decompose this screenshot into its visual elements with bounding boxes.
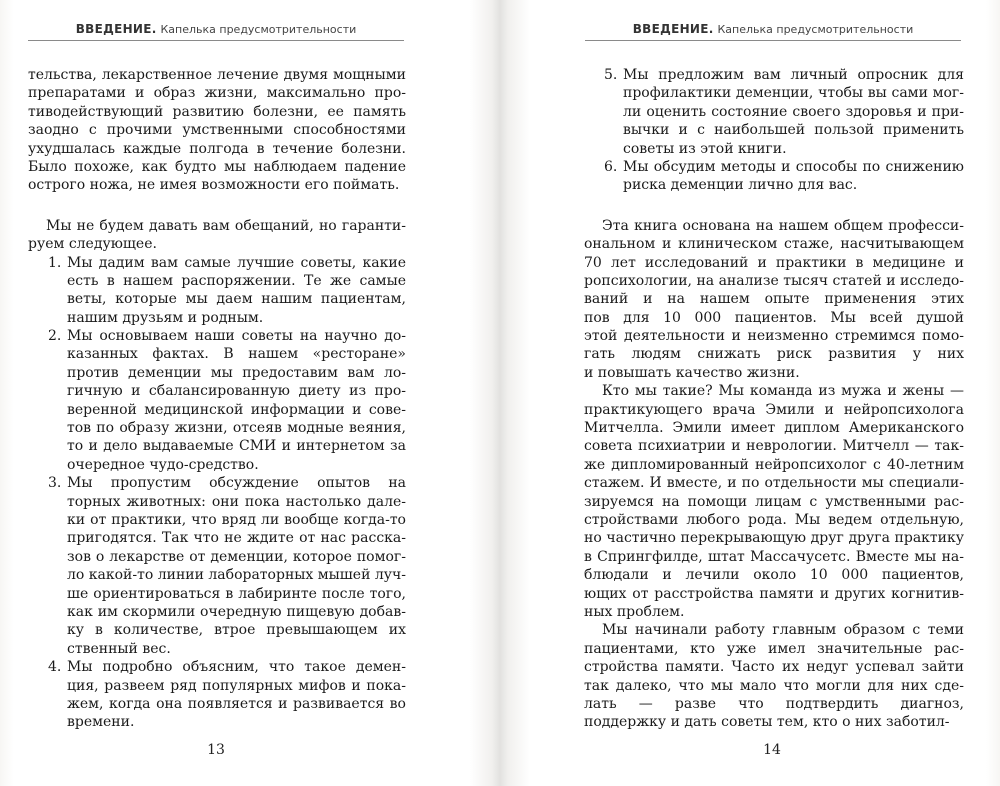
text-line: Мы предложим вам личный опросник для (623, 67, 964, 83)
list-item-number: 6. (604, 158, 618, 175)
text-line: тельства, лекарственное лечение двумя мощными (28, 67, 406, 83)
text-line: Мы подробно объясним, что такое демен- (67, 659, 406, 676)
text-line: ющих от расстройства памяти и других когнитив- (584, 585, 964, 602)
text-line: практикующего врача Эмили и нейропсихолога (584, 401, 964, 418)
text-line: Мы пропустим обсуждение опытов на (67, 475, 406, 492)
list-item-number: 5. (604, 67, 618, 83)
list-item (28, 658, 406, 732)
text-line: стройствами любого рода. Мы ведем отдельную, (584, 511, 964, 528)
list-item (584, 66, 964, 158)
text-line: же дипломированный нейропсихолог с 40-летним (584, 456, 964, 473)
text-line: и повышать качество жизни. (584, 364, 800, 381)
text-line: Мы начинали работу главным образом с теми (602, 622, 964, 639)
text-line: очередное чудо-средство. (67, 456, 259, 473)
text-line: этой деятельности и неизменно стремимся помо- (584, 328, 964, 345)
text-line: Мы основываем наши советы на научно до- (67, 328, 406, 345)
list-item (584, 158, 964, 195)
text-line: ку в количестве, втрое превышающем их (67, 622, 406, 639)
left-text-block (28, 66, 406, 732)
text-line: 70 лет исследований и практики в медицине и (584, 254, 964, 271)
text-line: времени. (67, 714, 135, 731)
text-line: блюдали и лечили около 10 000 пациентов, (584, 567, 964, 584)
text-line: поддержку и дать советы тем, кто о них заботил- (584, 714, 950, 731)
text-line: ваний и на нашем опыте применения этих (584, 291, 964, 308)
text-line: ше ориентироваться в лабиринте после того, (67, 585, 406, 602)
text-line: профилактики деменции, чтобы вы сами мог- (623, 85, 964, 102)
running-head-right (585, 20, 961, 41)
running-head-chapter: ВВЕДЕНИЕ. (75, 22, 157, 36)
text-line: ло какой-то линии лабораторных мышей луч- (67, 567, 406, 584)
text-line: тов по образу жизни, отсеяв модные веяния, (67, 420, 406, 437)
text-line: пригодятся. Так что не ждите от нас расска- (67, 530, 406, 547)
text-line: ональном и клиническом стаже, насчитывающем (584, 236, 964, 253)
text-line: Мы дадим вам самые лучшие советы, какие (67, 254, 406, 271)
running-head-subtitle: Капелька предусмотрительности (717, 23, 914, 36)
text-line: стройства памяти. Часто их недуг успевал зайти (584, 659, 964, 676)
text-line: Мы не будем давать вам обещаний, но гаранти- (46, 217, 406, 234)
text-line: ки от практики, что вряд ли вообще когда-то (67, 511, 406, 528)
text-line: ция, развеем ряд популярных мифов и пока- (67, 677, 406, 694)
text-line: веренной медицинской информации и сове- (67, 401, 406, 418)
text-line: ухудшалась каждые полгода в течение болезни. (28, 140, 406, 157)
text-line: то и дело выдаваемые СМИ и интернетом за (67, 438, 406, 455)
text-line: руем следующее. (28, 236, 157, 253)
text-line: жем, когда она появляется и развивается во (67, 695, 406, 712)
text-line: в Спрингфилде, штат Массачусетс. Вместе мы на- (584, 548, 964, 565)
text-line: но частично перекрывающую друг друга практику (584, 530, 964, 547)
list-item-number: 1. (48, 254, 62, 271)
text-line: острого ножа, не имея возможности его поймать. (28, 177, 400, 194)
list-item-number: 4. (48, 659, 62, 676)
text-line: гать людям снижать риск развития у них (584, 346, 964, 363)
text-line: вычки и с наибольшей пользой применить (623, 122, 964, 139)
list-item (28, 327, 406, 474)
text-line: заодно с прочими умственными способностями (28, 122, 406, 139)
text-line: гичную и сбалансированную диету из про- (67, 383, 406, 400)
text-line: так далеко, что мы мало что могли для них сде- (584, 677, 964, 694)
text-line: советы из этой книги. (623, 140, 787, 157)
text-line: Было похоже, как будто мы наблюдаем падение (28, 158, 406, 175)
paragraph (584, 621, 964, 731)
list-item (28, 254, 406, 328)
paragraph (584, 382, 964, 621)
text-line: казанных фактах. В нашем «ресторане» (67, 346, 406, 363)
paragraph (28, 66, 406, 195)
text-line: веты, которые мы даем нашим пациентам, (67, 291, 406, 308)
text-line: ли оценить состояние своего здоровья и при- (623, 103, 964, 120)
paragraph-spacer (28, 195, 406, 217)
text-line: пациентами, кто уже имел значительные рас- (584, 640, 964, 657)
paragraph (28, 217, 406, 254)
text-line: ропсихологии, на анализе тысяч статей и исследо- (584, 272, 964, 289)
running-head-left (28, 20, 404, 41)
running-head-chapter: ВВЕДЕНИЕ. (632, 22, 714, 36)
page-number-left: 13 (207, 742, 225, 758)
text-line: Митчелла. Эмили имеет диплом Американского (584, 420, 964, 437)
text-line: совета психиатрии и неврологии. Митчелл — так- (584, 438, 964, 455)
list-item-number: 3. (48, 475, 62, 492)
page-number-right: 14 (763, 742, 781, 758)
text-line: пов для 10 000 пациентов. Мы всей душой (584, 309, 964, 326)
text-line: лать — разве что подтвердить диагноз, (584, 695, 964, 712)
text-line: Мы обсудим методы и способы по снижению (623, 158, 964, 175)
text-line: как им скормили очередную пищевую добав- (67, 603, 406, 620)
paragraph-spacer (584, 195, 964, 217)
list-item-number: 2. (48, 328, 62, 345)
text-line: ных проблем. (584, 603, 685, 620)
text-line: нашим друзьям и родным. (67, 309, 264, 326)
text-line: препаратами и образ жизни, максимально про- (28, 85, 406, 102)
text-line: Эта книга основана на нашем общем професси- (602, 217, 964, 234)
right-text-block (584, 66, 964, 732)
text-line: ственный вес. (67, 640, 171, 657)
text-line: Кто мы такие? Мы команда из мужа и жены — (602, 383, 964, 400)
text-line: риска деменции лично для вас. (623, 177, 858, 194)
text-line: стажем. И вместе, и по отдельности мы специали- (584, 475, 964, 492)
running-head-subtitle: Капелька предусмотрительности (160, 23, 357, 36)
text-line: зов о лекарстве от деменции, которое помог- (67, 548, 406, 565)
paragraph (584, 217, 964, 383)
right-page (500, 0, 1000, 786)
text-line: зируемся на помощи лицам с умственными рас- (584, 493, 964, 510)
text-line: торных животных: они пока настолько дале- (67, 493, 406, 510)
list-item (28, 474, 406, 658)
text-line: тиводействующий развитию болезни, ее память (28, 103, 406, 120)
text-line: есть в нашем распоряжении. Те же самые (67, 272, 406, 289)
text-line: против деменции мы предоставим вам ло- (67, 364, 406, 381)
